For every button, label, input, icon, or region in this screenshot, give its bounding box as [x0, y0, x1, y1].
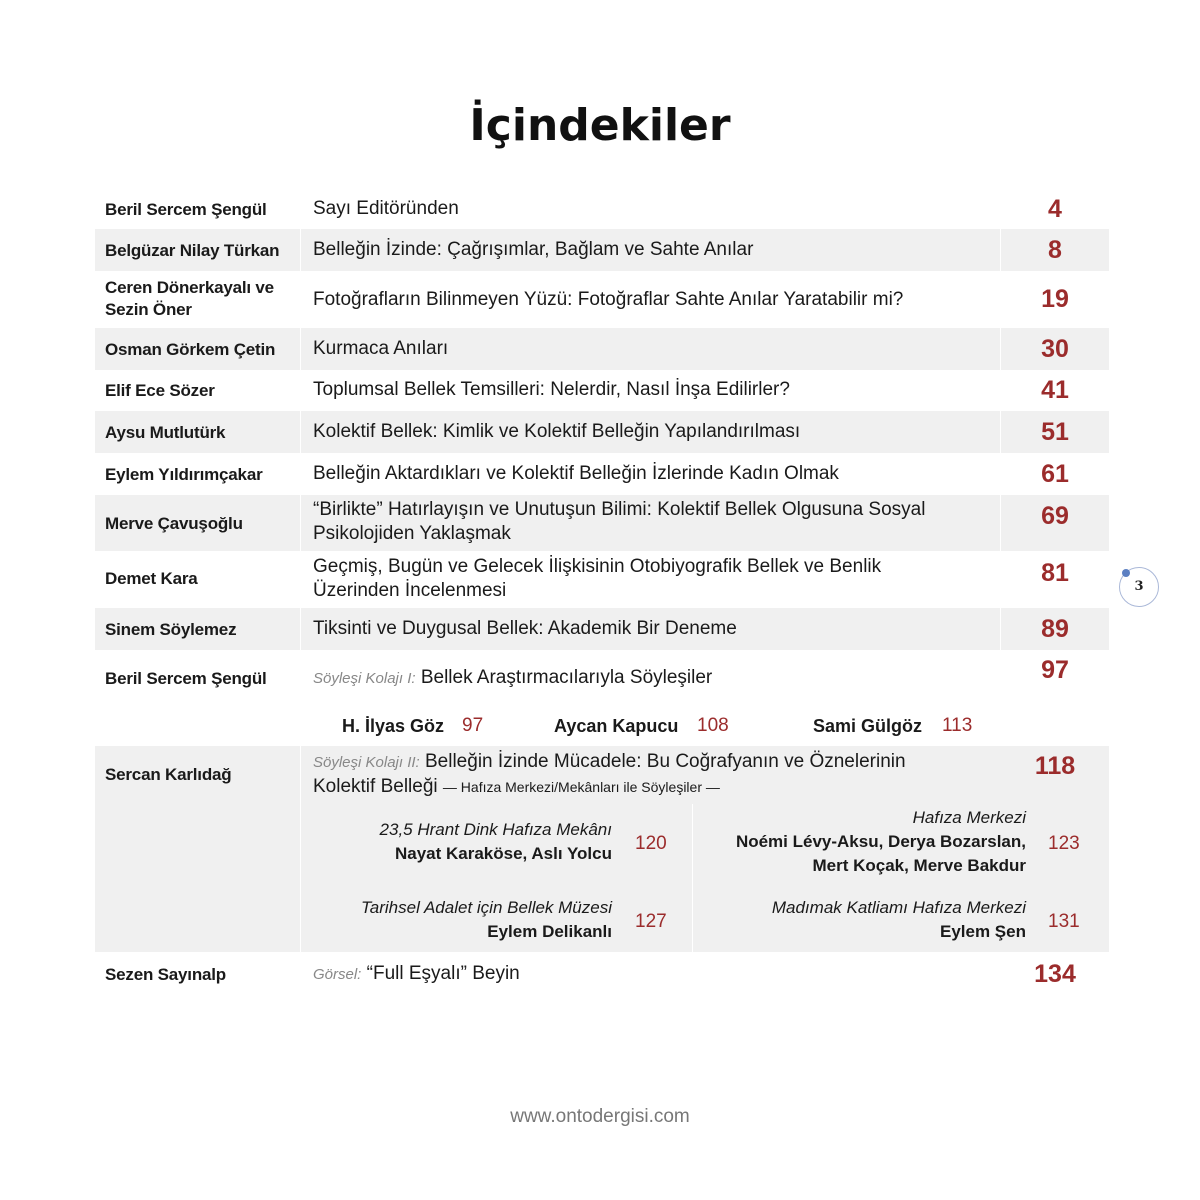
toc-row[interactable]	[95, 271, 1109, 328]
collage-place: Tarihsel Adalet için Bellek Müzesi	[360, 898, 612, 917]
toc-author: Aysu Mutlutürk	[105, 423, 226, 442]
toc-row-kolaj-1[interactable]	[95, 650, 1109, 746]
toc-author: Osman Görkem Çetin	[105, 340, 276, 359]
collage-place: Hafıza Merkezi	[912, 808, 1026, 827]
toc-row[interactable]	[95, 495, 1109, 551]
section-title: “Full Eşyalı” Beyin	[366, 963, 520, 984]
collage-names: Noémi Lévy-Aksu, Derya Bozarslan,	[735, 832, 1026, 851]
toc-article-title: Belleğin Aktardıkları ve Kolektif Belleğin İzlerinde Kadın Olmak	[313, 463, 839, 484]
collage-item	[295, 896, 612, 944]
section-title-line1: Belleğin İzinde Mücadele: Bu Coğrafyanın ve Öznelerinin	[425, 751, 906, 772]
toc-article-title: “Birlikte” Hatırlayışın ve Unutuşun Bilimi: Kolektif Bellek Olgusuna Sosyal Psikolojiden Yaklaşmak	[313, 499, 926, 544]
toc-row[interactable]	[95, 229, 1109, 271]
toc-row[interactable]	[95, 551, 1109, 608]
toc-row-kolaj-2[interactable]	[95, 746, 1109, 952]
collage-page: 127	[635, 911, 667, 932]
toc-page-number: 4	[1048, 195, 1062, 223]
section-title-line2: Kolektif Belleği	[313, 776, 438, 797]
toc-article-title: Kurmaca Anıları	[313, 338, 449, 359]
interview-page: 108	[697, 715, 729, 736]
toc-row[interactable]	[95, 189, 1109, 229]
toc-row[interactable]	[95, 608, 1109, 650]
section-title: Bellek Araştırmacılarıyla Söyleşiler	[420, 667, 713, 688]
toc-page-number: 97	[1041, 656, 1069, 684]
interview-name: H. İlyas Göz	[342, 716, 445, 736]
collage-item	[295, 818, 612, 866]
collage-page: 131	[1048, 911, 1080, 932]
toc-page-number: 69	[1041, 502, 1069, 530]
toc-article-title: Tiksinti ve Duygusal Bellek: Akademik Bir Deneme	[313, 618, 737, 639]
toc-article-title	[313, 962, 1013, 987]
toc-article-title: Geçmiş, Bugün ve Gelecek İlişkisinin Otobiyografik Bellek ve Benlik Üzerinden İncelenmesi	[313, 556, 882, 601]
collage-names: Nayat Karaköse, Aslı Yolcu	[394, 844, 612, 863]
page-number-badge: 3	[1119, 567, 1159, 607]
collage-names: Eylem Delikanlı	[487, 922, 612, 941]
badge-dot	[1122, 569, 1130, 577]
interview-name: Sami Gülgöz	[813, 716, 923, 736]
collage-item	[695, 896, 1026, 944]
toc-article-title: Belleğin İzinde: Çağrışımlar, Bağlam ve Sahte Anılar	[313, 239, 754, 260]
toc-page-number: 61	[1041, 460, 1069, 488]
toc-page-number: 51	[1041, 418, 1069, 446]
toc-row[interactable]	[95, 411, 1109, 453]
toc-author: Elif Ece Sözer	[105, 381, 215, 400]
collage-page: 123	[1048, 833, 1080, 854]
interview-page: 113	[942, 715, 973, 736]
toc-row[interactable]	[95, 453, 1109, 495]
toc-row[interactable]	[95, 328, 1109, 370]
toc-author: Merve Çavuşoğlu	[105, 514, 243, 533]
toc-author: Beril Sercem Şengül	[105, 200, 267, 219]
toc-page-number: 81	[1041, 559, 1069, 587]
toc-article-title: Fotoğrafların Bilinmeyen Yüzü: Fotoğraflar Sahte Anılar Yaratabilir mi?	[313, 289, 904, 310]
toc-page-number: 89	[1041, 615, 1069, 643]
footer-url[interactable]: www.ontodergisi.com	[510, 1106, 690, 1127]
toc-author: Belgüzar Nilay Türkan	[105, 241, 280, 260]
toc-author: Sercan Karlıdağ	[105, 765, 232, 784]
toc-page-number: 118	[1034, 752, 1076, 780]
collage-page: 120	[635, 833, 667, 854]
toc-article-title: Sayı Editöründen	[313, 198, 459, 219]
toc-page-number: 19	[1041, 285, 1069, 313]
toc-author: Sezen Sayınalp	[105, 965, 226, 984]
section-label: Söyleşi Kolajı I:	[313, 670, 416, 687]
toc-row[interactable]	[95, 370, 1109, 411]
collage-place: 23,5 Hrant Dink Hafıza Mekânı	[379, 820, 612, 839]
toc-article-title	[313, 750, 1003, 799]
collage-names: Eylem Şen	[940, 922, 1026, 941]
interview-name: Aycan Kapucu	[554, 716, 679, 736]
collage-place: Madımak Katliamı Hafıza Merkezi	[771, 898, 1026, 917]
toc-author: Demet Kara	[105, 569, 198, 588]
toc-article-title: Toplumsal Bellek Temsilleri: Nelerdir, Nasıl İnşa Edilirler?	[313, 379, 790, 400]
toc-page-number: 8	[1048, 236, 1062, 264]
collage-names: Mert Koçak, Merve Bakdur	[812, 856, 1026, 875]
page-title: İçindekiler	[469, 100, 731, 151]
toc-article-title: Kolektif Bellek: Kimlik ve Kolektif Belleğin Yapılandırılması	[313, 421, 801, 442]
toc-page-number: 41	[1041, 376, 1069, 404]
toc-author: Sinem Söylemez	[105, 620, 237, 639]
toc-author: Ceren Dönerkayalı ve Sezin Öner	[105, 278, 274, 319]
collage-divider	[692, 804, 693, 952]
toc-author: Eylem Yıldırımçakar	[105, 465, 263, 484]
toc-page-number: 30	[1041, 335, 1069, 363]
toc-row-gorsel[interactable]	[95, 952, 1109, 998]
toc-article-title	[313, 666, 1013, 691]
toc-page-number: 134	[1034, 960, 1076, 988]
section-label: Söyleşi Kolajı II:	[313, 754, 420, 771]
collage-item	[695, 806, 1026, 878]
toc-author: Beril Sercem Şengül	[105, 669, 267, 688]
section-label: Görsel:	[313, 966, 362, 983]
interview-page: 97	[462, 715, 484, 736]
section-subtitle: — Hafıza Merkezi/Mekânları ile Söyleşiler —	[442, 779, 720, 795]
